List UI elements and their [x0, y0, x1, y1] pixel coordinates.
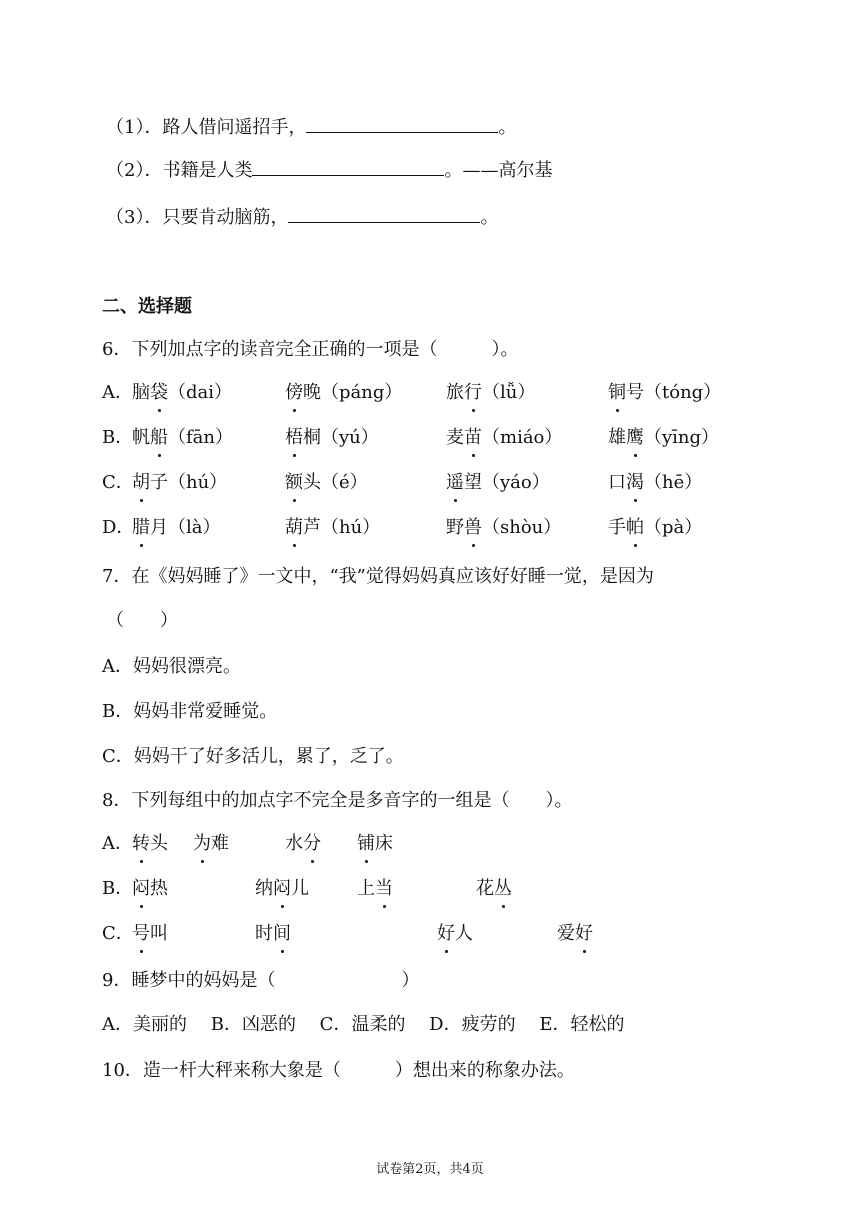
option-label[interactable]: B．: [102, 427, 134, 448]
word-option: [285, 831, 321, 857]
dotted-char: 傍: [285, 380, 303, 406]
word-char: 叫: [150, 923, 168, 944]
pinyin: （páng）: [321, 382, 403, 403]
word-char: 难: [211, 833, 229, 854]
word-option: [193, 831, 229, 857]
word-option: [132, 876, 168, 902]
dotted-char: 铜: [608, 380, 626, 406]
word-option: [132, 470, 227, 496]
option-label[interactable]: C．: [102, 472, 134, 493]
word-option: [476, 876, 512, 902]
word-option: [285, 380, 402, 406]
option-label[interactable]: D．: [102, 517, 135, 538]
word-char: 床: [375, 833, 393, 854]
word-option: [132, 831, 168, 857]
answer-blank-1[interactable]: [306, 114, 498, 133]
word-char: 帆: [132, 427, 150, 448]
word-char: 纳: [255, 878, 273, 899]
word-char: 上: [357, 878, 375, 899]
dotted-char: 号: [132, 921, 150, 947]
word-option: [446, 515, 561, 541]
word-char: 月: [150, 517, 168, 538]
fill-item-1-text: （1）．路人借问遥招手，: [106, 117, 307, 138]
dotted-char: 闷: [273, 876, 291, 902]
word-option: [446, 425, 562, 451]
dotted-char: 行: [464, 380, 482, 406]
word-option: [132, 425, 233, 451]
pinyin: （hú）: [168, 472, 228, 493]
word-option: [608, 515, 702, 541]
pinyin: （là）: [168, 517, 221, 538]
word-option: [357, 831, 393, 857]
word-char: 雄: [608, 427, 626, 448]
dotted-char: 梧: [285, 425, 303, 451]
question-7-option-a[interactable]: A．妈妈很漂亮。: [102, 656, 241, 677]
word-char: 子: [150, 472, 168, 493]
word-char: 人: [455, 923, 473, 944]
option-label[interactable]: C．: [102, 923, 134, 944]
word-option: [255, 921, 291, 947]
option-label[interactable]: A．: [102, 382, 133, 403]
pinyin: （miáo）: [482, 427, 563, 448]
word-option: [255, 876, 309, 902]
word-char: 脑: [132, 382, 150, 403]
dotted-char: 船: [150, 425, 168, 451]
question-7-option-b[interactable]: B．妈妈非常爱睡觉。: [102, 701, 278, 722]
word-char: 晚: [303, 382, 321, 403]
word-option: [132, 921, 168, 947]
word-char: 野: [446, 517, 464, 538]
fill-item-3-text: （3）．只要肯动脑筋，: [106, 207, 289, 228]
word-option: [437, 921, 473, 947]
word-char: 旅: [446, 382, 464, 403]
word-char: 头: [303, 472, 321, 493]
question-7-stem: 7．在《妈妈睡了》一文中，“我”觉得妈妈真应该好好睡一觉，是因为: [102, 566, 654, 587]
dotted-char: 葫: [285, 515, 303, 541]
dotted-char: 为: [193, 831, 211, 857]
word-char: 桐: [303, 427, 321, 448]
word-char: 花: [476, 878, 494, 899]
pinyin: （yú）: [321, 427, 379, 448]
fill-item-2-text: （2）．书籍是人类: [106, 160, 253, 181]
word-char: 号: [626, 382, 644, 403]
word-char: 爱: [557, 923, 575, 944]
page-footer: 试卷第2页，共4页: [376, 1162, 484, 1177]
dotted-char: 胡: [132, 470, 150, 496]
word-char: 儿: [291, 878, 309, 899]
dotted-char: 好: [575, 921, 593, 947]
pinyin: （yáo）: [482, 472, 550, 493]
word-option: [357, 876, 393, 902]
dotted-char: 好: [437, 921, 455, 947]
dotted-char: 铺: [357, 831, 375, 857]
word-option: [285, 425, 379, 451]
pinyin: （shòu）: [482, 517, 562, 538]
word-char: 热: [150, 878, 168, 899]
pinyin: （lǚ）: [482, 382, 536, 403]
word-option: [285, 515, 380, 541]
word-char: 口: [608, 472, 626, 493]
question-9-stem: 9．睡梦中的妈妈是（ ）: [102, 970, 420, 991]
dotted-char: 丛: [494, 876, 512, 902]
section-heading: 二、选择题: [102, 296, 192, 317]
fill-item-2: （2）．书籍是人类 。——高尔基: [106, 157, 552, 184]
dotted-char: 兽: [464, 515, 482, 541]
answer-blank-2[interactable]: [252, 157, 444, 176]
question-9-options[interactable]: A．美丽的 B．凶恶的 C．温柔的 D．疲劳的 E．轻松的: [102, 1014, 625, 1035]
word-option: [446, 470, 550, 496]
word-option: [132, 380, 232, 406]
option-label[interactable]: A．: [102, 833, 133, 854]
dotted-char: 当: [375, 876, 393, 902]
word-option: [132, 515, 221, 541]
word-option: [446, 380, 535, 406]
word-option: [608, 470, 702, 496]
dotted-char: 帕: [626, 515, 644, 541]
dotted-char: 闷: [132, 876, 150, 902]
dotted-char: 分: [303, 831, 321, 857]
pinyin: （hē）: [644, 472, 703, 493]
dotted-char: 额: [285, 470, 303, 496]
question-6-stem: 6．下列加点字的读音完全正确的一项是（ ）。: [102, 339, 519, 360]
word-option: [557, 921, 593, 947]
dotted-char: 袋: [150, 380, 168, 406]
word-char: 水: [285, 833, 303, 854]
answer-blank-3[interactable]: [288, 204, 480, 223]
word-option: [608, 380, 721, 406]
word-char: 麦: [446, 427, 464, 448]
pinyin: （tóng）: [644, 382, 722, 403]
dotted-char: 苗: [464, 425, 482, 451]
word-option: [285, 470, 368, 496]
pinyin: （fān）: [168, 427, 233, 448]
pinyin: （pà）: [644, 517, 703, 538]
dotted-char: 渴: [626, 470, 644, 496]
word-char: 头: [150, 833, 168, 854]
question-7-option-c[interactable]: C．妈妈干了好多活儿，累了，乏了。: [102, 746, 404, 767]
option-label[interactable]: B．: [102, 878, 134, 899]
dotted-char: 转: [132, 831, 150, 857]
pinyin: （hú）: [321, 517, 381, 538]
question-8-stem: 8．下列每组中的加点字不完全是多音字的一组是（ ）。: [102, 790, 573, 811]
pinyin: （yīng）: [644, 427, 720, 448]
word-char: 望: [464, 472, 482, 493]
word-char: 时: [255, 923, 273, 944]
word-char: 芦: [303, 517, 321, 538]
dotted-char: 腊: [132, 515, 150, 541]
dotted-char: 鹰: [626, 425, 644, 451]
dotted-char: 间: [273, 921, 291, 947]
question-7-answer-paren[interactable]: （ ）: [106, 610, 178, 631]
word-char: 手: [608, 517, 626, 538]
fill-item-3: （3）．只要肯动脑筋， 。: [106, 204, 498, 231]
dotted-char: 遥: [446, 470, 464, 496]
question-10-stem: 10．造一杆大秤来称大象是（ ）想出来的称象办法。: [102, 1060, 575, 1081]
word-option: [608, 425, 719, 451]
pinyin: （é）: [321, 472, 368, 493]
pinyin: （dai）: [168, 382, 233, 403]
fill-item-1: （1）．路人借问遥招手， 。: [106, 114, 516, 141]
